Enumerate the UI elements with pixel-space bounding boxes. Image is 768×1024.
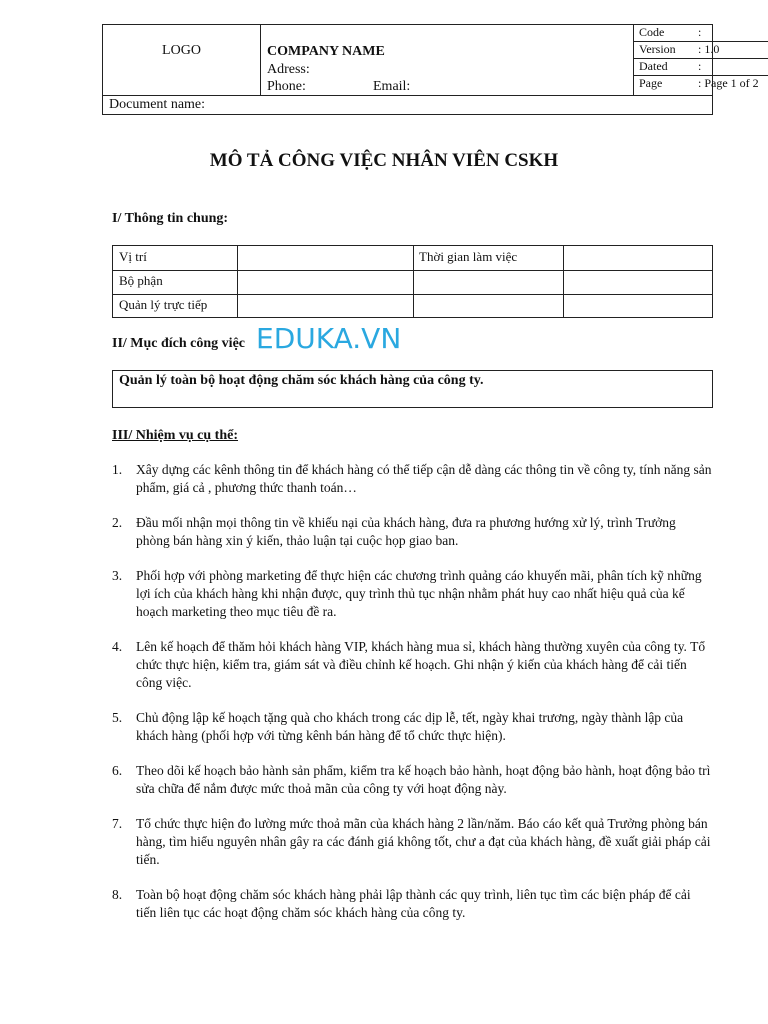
list-text: Toàn bộ hoạt động chăm sóc khách hàng phải lập thành các quy trình, liên tục tìm các biện pháp để cải tiến liên tục các hoạt động chăm sóc khách hàng của công ty. bbox=[136, 887, 691, 920]
list-number: 1. bbox=[112, 462, 123, 477]
list-text: Theo dõi kế hoạch bảo hành sản phẩm, kiểm tra kế hoạch bảo hành, hoạt động bảo hành, hoạt động bảo trì sửa chữa để nắm được mức thoả mãn của công ty với hoạt động này. bbox=[136, 763, 711, 796]
list-item bbox=[112, 886, 712, 922]
task-list bbox=[112, 461, 712, 939]
document-header-table bbox=[102, 24, 759, 115]
list-number: 8. bbox=[112, 887, 123, 902]
company-name: COMPANY NAME bbox=[267, 44, 385, 59]
table-cell: Thời gian làm việc bbox=[419, 249, 518, 264]
list-text: Xây dựng các kênh thông tin để khách hàng có thể tiếp cận dễ dàng các thông tin về công ty, tính năng sản phẩm, giá cả , phương thức thanh toán… bbox=[136, 462, 712, 495]
email-label: Email: bbox=[373, 79, 411, 94]
meta-value: : Page 1 of 2 bbox=[698, 76, 759, 90]
company-info-cell bbox=[261, 25, 634, 95]
address-label: Adress: bbox=[267, 62, 310, 77]
purpose-text: Quản lý toàn bộ hoạt động chăm sóc khách hàng của công ty. bbox=[119, 373, 484, 388]
purpose-box bbox=[112, 370, 713, 408]
meta-key: Dated bbox=[639, 59, 668, 73]
section-heading-general-info: I/ Thông tin chung: bbox=[112, 211, 229, 226]
page-title: MÔ TẢ CÔNG VIỆC NHÂN VIÊN CSKH bbox=[209, 150, 559, 171]
list-text: Tổ chức thực hiện đo lường mức thoả mãn của khách hàng 2 lần/năm. Báo cáo kết quả Trưởng phòng bán hàng, tìm hiểu nguyên nhân gây ra các đánh giá không tốt, chư a đạt của khách hàng, đề xuất giải pháp cải tiến. bbox=[136, 816, 711, 867]
meta-key: Page bbox=[639, 76, 663, 90]
meta-row-version bbox=[634, 42, 768, 59]
list-item bbox=[112, 815, 712, 869]
table-cell: Vị trí bbox=[119, 249, 147, 264]
list-item bbox=[112, 638, 712, 692]
list-text: Chủ động lập kế hoạch tặng quà cho khách trong các dịp lễ, tết, ngày khai trương, ngày thành lập của khách hàng (phối hợp với từng kênh bán hàng để tổ chức thực hiện). bbox=[136, 710, 684, 743]
list-text: Đầu mối nhận mọi thông tin về khiếu nại của khách hàng, đưa ra phương hướng xử lý, trình Trưởng phòng bán hàng xin ý kiến, thảo luận tại cuộc họp giao ban. bbox=[136, 515, 676, 548]
section-heading-purpose: II/ Mục đích công việc bbox=[112, 336, 245, 351]
meta-value: : bbox=[698, 25, 702, 39]
meta-row-code bbox=[634, 25, 768, 42]
phone-label: Phone: bbox=[267, 79, 306, 94]
table-cell: Bộ phận bbox=[119, 273, 163, 288]
list-number: 5. bbox=[112, 710, 123, 725]
list-number: 2. bbox=[112, 515, 123, 530]
list-number: 4. bbox=[112, 639, 123, 654]
meta-key: Code bbox=[639, 25, 665, 39]
list-item bbox=[112, 762, 712, 798]
document-meta bbox=[634, 25, 759, 95]
list-item bbox=[112, 567, 712, 621]
list-item bbox=[112, 461, 712, 497]
list-text: Lên kế hoạch để thăm hỏi khách hàng VIP, khách hàng mua sỉ, khách hàng thường xuyên của công ty. Tổ chức thực hiện, kiểm tra, giám sát và điều chỉnh kế hoạch. Ghi nhận ý kiến của khách hàng để cải tiến công việc. bbox=[136, 639, 706, 690]
list-text: Phối hợp với phòng marketing để thực hiện các chương trình quảng cáo khuyến mãi, phân tích kỹ những lợi ích của khách hàng khi nhận được, quy trình thủ tục nhận nhằm phát huy cao nhất hiệu quả của kế hoạch marketing theo mục tiêu đề ra. bbox=[136, 568, 702, 619]
meta-value: : 1.0 bbox=[698, 42, 720, 56]
table-divider bbox=[563, 246, 564, 317]
logo-placeholder: LOGO bbox=[162, 43, 201, 58]
list-item bbox=[112, 514, 712, 550]
meta-value: : bbox=[698, 59, 702, 73]
table-cell: Quản lý trực tiếp bbox=[119, 297, 208, 312]
meta-key: Version bbox=[639, 42, 676, 56]
document-name-label: Document name: bbox=[109, 97, 206, 112]
watermark: EDUKA.VN bbox=[256, 322, 402, 355]
list-number: 3. bbox=[112, 568, 123, 583]
meta-row-dated bbox=[634, 59, 768, 76]
list-number: 6. bbox=[112, 763, 123, 778]
meta-row-page bbox=[634, 76, 768, 93]
section-heading-tasks: III/ Nhiệm vụ cụ thể: bbox=[112, 428, 239, 443]
table-divider bbox=[413, 246, 414, 317]
list-item bbox=[112, 709, 712, 745]
table-divider bbox=[237, 246, 238, 317]
document-name-row bbox=[103, 95, 712, 115]
logo-cell bbox=[103, 25, 261, 95]
list-number: 7. bbox=[112, 816, 123, 831]
general-info-table bbox=[112, 245, 713, 318]
